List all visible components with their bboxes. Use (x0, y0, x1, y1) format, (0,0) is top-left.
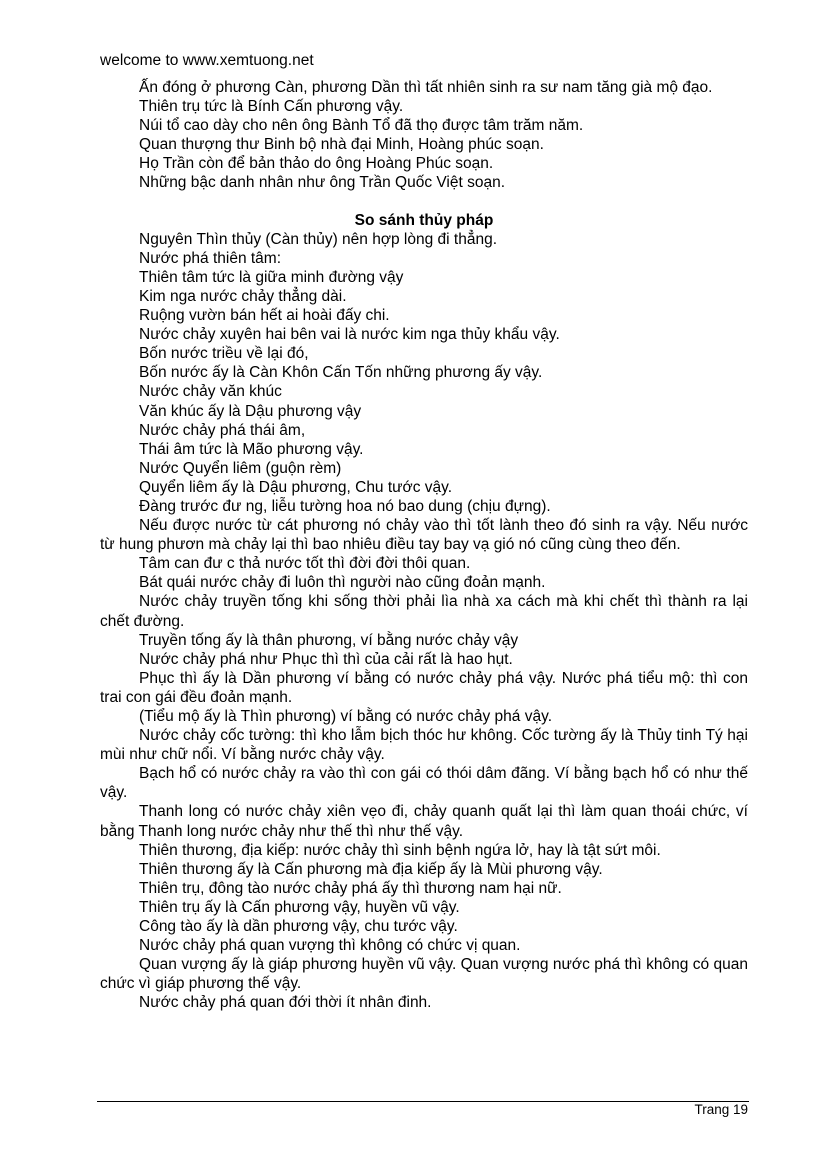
paragraph: Tâm can đư c thả nước tốt thì đời đời thôi quan. (139, 555, 471, 573)
paragraph: Thiên thương ấy là Cấn phương mà địa kiếp ấy là Mùi phương vậy. (139, 860, 603, 878)
paragraph: Nước chảy văn khúc (139, 383, 282, 401)
paragraph: Nước chảy phá quan đới thời ít nhân đinh. (139, 994, 432, 1012)
section-title: So sánh thủy pháp (354, 211, 494, 229)
paragraph: Nước Quyển liêm (guộn rèm) (139, 459, 342, 477)
paragraph: Thiên trụ tức là Bính Cấn phương vậy. (139, 98, 404, 116)
paragraph: Thiên trụ, đông tào nước chảy phá ấy thì thương nam hại nữ. (139, 879, 562, 897)
main-content (100, 78, 748, 1013)
site-header: welcome to www.xemtuong.net (100, 52, 314, 69)
paragraph: Ruộng vườn bán hết ai hoài đấy chi. (139, 307, 390, 325)
paragraph: Thiên trụ ấy là Cấn phương vậy, huyền vũ vậy. (139, 898, 460, 916)
page-number: Trang 19 (694, 1102, 748, 1117)
paragraph: Bốn nước ấy là Càn Khôn Cấn Tốn những phương ấy vậy. (139, 364, 543, 382)
paragraph: Thiên thương, địa kiếp: nước chảy thì sinh bệnh ngứa lở, hay là tật sứt môi. (139, 841, 661, 859)
paragraph: (Tiểu mộ ấy là Thìn phương) ví bằng có nước chảy phá vậy. (139, 708, 552, 725)
paragraph: Bốn nước triều về lại đó, (139, 345, 309, 363)
paragraph: Nước chảy phá thái âm, (139, 421, 306, 439)
paragraph: Nếu được nước từ cát phương nó chảy vào thì tốt lành theo đó sinh ra vậy. Nếu nước từ hung phươn mà chảy lại thì bao nhiêu điều tay bay vạ gió nó cũng cùng theo đến. (100, 517, 748, 554)
paragraph: Bát quái nước chảy đi luôn thì người nào cũng đoản mạnh. (139, 574, 546, 592)
paragraph: Nước chảy truyền tống khi sống thời phải lìa nhà xa cách mà khi chết thì thành ra lại chết đường. (100, 593, 748, 630)
paragraph: Ấn đóng ở phương Càn, phương Dần thì tất nhiên sinh ra sư nam tăng già mộ đạo. (139, 79, 713, 96)
paragraph: Những bậc danh nhân như ông Trần Quốc Việt soạn. (139, 174, 506, 192)
paragraph: Quan vượng ấy là giáp phương huyền vũ vậy. Quan vượng nước phá thì không có quan chức vì giáp phương thế vậy. (100, 956, 748, 993)
paragraph: Thiên tâm tức là giữa minh đường vậy (139, 268, 404, 286)
paragraph: Văn khúc ấy là Dậu phương vậy (139, 402, 362, 420)
paragraph: Bạch hổ có nước chảy ra vào thì con gái có thói dâm đãng. Ví bằng bạch hổ có như thế vậy. (100, 765, 748, 802)
paragraph: Đàng trước đư ng, liễu tường hoa nó bao dung (chịu đựng). (139, 497, 551, 515)
paragraph: Phục thì ấy là Dần phương ví bằng có nước chảy phá vậy. Nước phá tiểu mộ: thì con trai con gái đều đoản mạnh. (100, 669, 748, 706)
paragraph: Quan thượng thư Binh bộ nhà đại Minh, Hoàng phúc soạn. (139, 136, 544, 154)
footer-divider (97, 1101, 749, 1102)
paragraph: Nước chảy xuyên hai bên vai là nước kim nga thủy khẩu vậy. (139, 326, 560, 344)
paragraph: Nước phá thiên tâm: (139, 249, 282, 267)
paragraph: Quyển liêm ấy là Dậu phương, Chu tước vậy. (139, 478, 453, 496)
paragraph: Công tào ấy là dần phương vậy, chu tước vậy. (139, 918, 458, 936)
paragraph: Nước chảy phá quan vượng thì không có chức vị quan. (139, 937, 521, 955)
paragraph: Nước chảy phá như Phục thì thì của cải rất là hao hụt. (139, 650, 513, 668)
paragraph: Nguyên Thìn thủy (Càn thủy) nên hợp lòng đi thẳng. (139, 230, 497, 248)
paragraph: Thái âm tức là Mão phương vậy. (139, 440, 364, 458)
paragraph: Nước chảy cốc tường: thì kho lẫm bịch thóc hư không. Cốc tường ấy là Thủy tinh Tý hại mùi như chữ nổi. Ví bằng nước chảy vậy. (100, 727, 748, 764)
paragraph: Kim nga nước chảy thẳng dài. (139, 287, 347, 305)
paragraph: Thanh long có nước chảy xiên vẹo đi, chảy quanh quất lại thì làm quan thoái chức, ví bằng Thanh long nước chảy như thế thì như thế vậy. (100, 803, 748, 840)
paragraph: Núi tổ cao dày cho nên ông Bành Tổ đã thọ được tâm trăm năm. (139, 117, 584, 135)
paragraph: Họ Trần còn để bản thảo do ông Hoàng Phúc soạn. (139, 155, 494, 173)
paragraph: Truyền tống ấy là thân phương, ví bằng nước chảy vậy (139, 631, 519, 649)
